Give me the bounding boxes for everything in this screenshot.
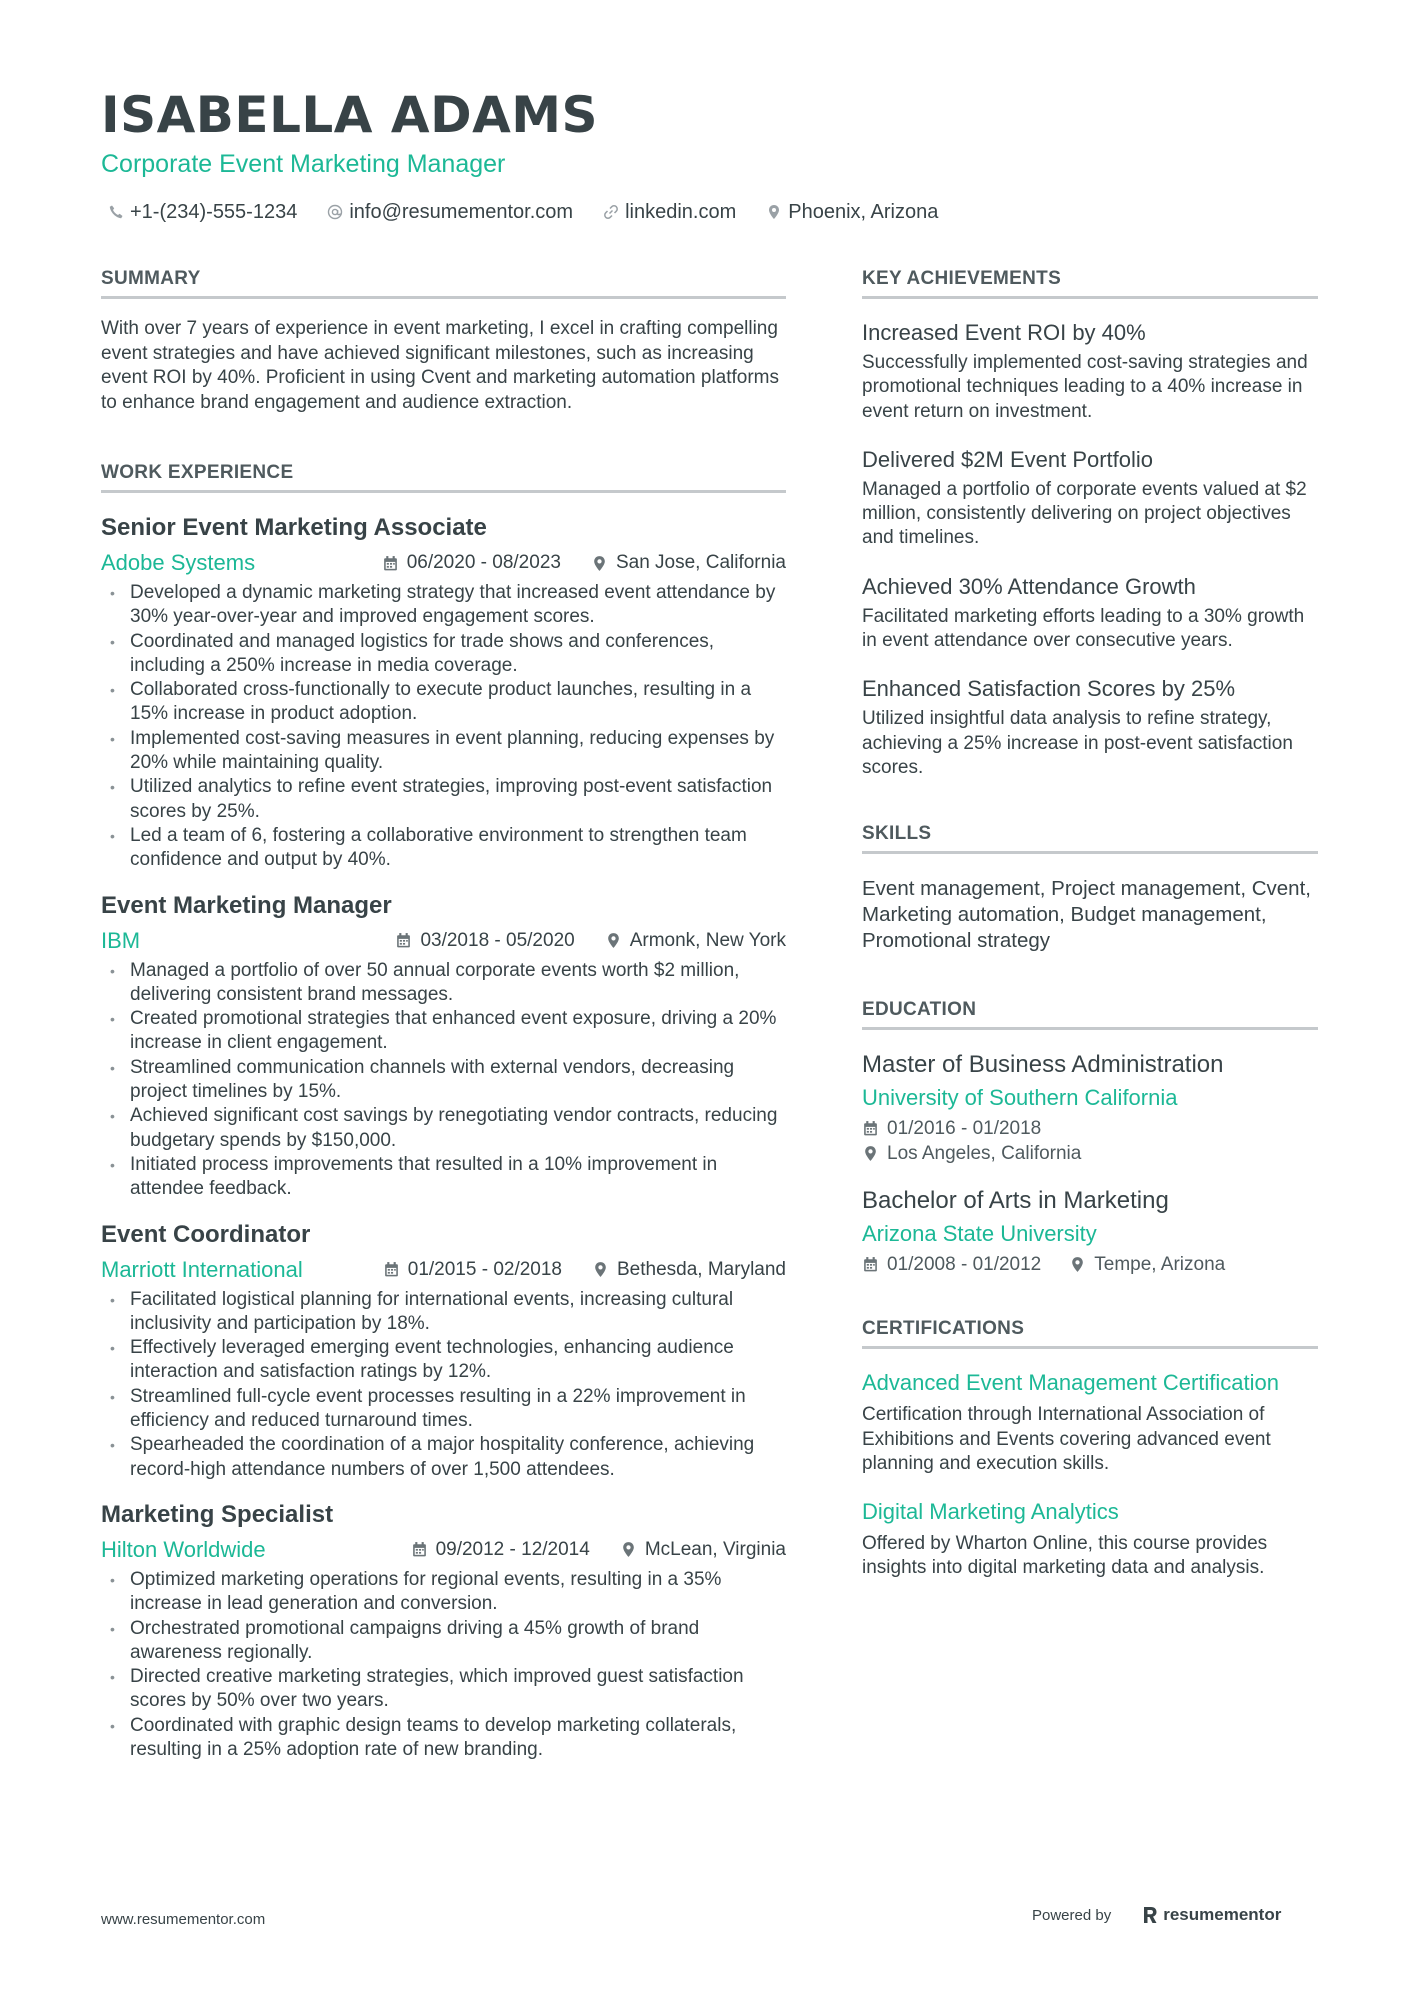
- certification-title: Digital Marketing Analytics: [862, 1499, 1119, 1525]
- phone-icon: [108, 204, 124, 220]
- job-bullet: • Achieved significant cost savings by renegotiating vendor contracts, reducing budgetary spends by $150,000.: [101, 1104, 786, 1153]
- job-bullet: • Streamlined communication channels with external vendors, decreasing project timelines by 15%.: [101, 1056, 786, 1105]
- job-meta: [101, 549, 786, 577]
- job-bullets: [101, 581, 786, 873]
- achievements-section: [862, 267, 1318, 780]
- calendar-icon: [382, 555, 399, 572]
- education-dates-text: 01/2016 - 01/2018: [887, 1118, 1042, 1140]
- link-icon: [603, 204, 619, 220]
- footer-website[interactable]: www.resumementor.com: [101, 1911, 266, 1928]
- education-degree: Master of Business Administration: [862, 1051, 1224, 1079]
- certification-desc: Certification through International Association of Exhibitions and Events covering advanced event planning and execution skills.: [862, 1404, 1271, 1474]
- skills-heading: SKILLS: [862, 822, 1318, 854]
- achievement-desc: Utilized insightful data analysis to refine strategy, achieving a 25% increase in post-event satisfaction scores.: [862, 708, 1293, 778]
- job-title: Event Marketing Manager: [101, 891, 392, 919]
- education-location-text: Tempe, Arizona: [1094, 1254, 1226, 1276]
- education-meta: [862, 1252, 1318, 1277]
- achievement-item: [862, 319, 1318, 424]
- job-dates-text: 03/2018 - 05/2020: [420, 929, 575, 951]
- calendar-icon: [395, 932, 412, 949]
- resumementor-logo-icon: [1141, 1905, 1159, 1925]
- job-entry: [101, 1220, 786, 1482]
- brand-name: resumementor: [1163, 1905, 1282, 1924]
- location-text: Phoenix, Arizona: [788, 200, 939, 223]
- job-location: [605, 930, 786, 952]
- email-text: info@resumementor.com: [349, 200, 574, 223]
- map-pin-icon: [591, 555, 608, 572]
- job-bullet: • Streamlined full-cycle event processes resulting in a 22% improvement in efficiency and reduced turnaround times.: [101, 1385, 786, 1434]
- job-company: IBM: [101, 927, 141, 953]
- job-company: Marriott International: [101, 1256, 303, 1282]
- job-location-text: Armonk, New York: [629, 929, 786, 951]
- summary-section: [101, 267, 786, 415]
- job-bullet: • Spearheaded the coordination of a major hospitality conference, achieving record-high attendance numbers of over 1,500 attendees.: [101, 1433, 786, 1482]
- contact-phone[interactable]: [108, 201, 297, 224]
- achievement-item: [862, 573, 1318, 654]
- experience-section: [101, 461, 786, 1762]
- achievement-desc: Successfully implemented cost-saving strategies and promotional techniques leading to a 40% increase in event return on investment.: [862, 352, 1308, 422]
- certification-desc: Offered by Wharton Online, this course provides insights into digital marketing data and analysis.: [862, 1533, 1268, 1579]
- job-dates-text: 06/2020 - 08/2023: [406, 552, 561, 573]
- education-degree: Bachelor of Arts in Marketing: [862, 1187, 1169, 1215]
- job-dates: [395, 930, 574, 952]
- achievement-title: Increased Event ROI by 40%: [862, 320, 1146, 345]
- job-dates-text: 09/2012 - 12/2014: [435, 1538, 590, 1560]
- job-bullet: • Created promotional strategies that enhanced event exposure, driving a 20% increase in client engagement.: [101, 1007, 786, 1056]
- calendar-icon: [862, 1120, 879, 1137]
- brand-logo[interactable]: [1141, 1905, 1281, 1925]
- job-dates: [411, 1539, 590, 1561]
- left-column: [101, 267, 786, 1780]
- job-bullet: • Led a team of 6, fostering a collaborative environment to strengthen team confidence and output by 40%.: [101, 824, 786, 873]
- job-bullet: • Coordinated and managed logistics for trade shows and conferences, including a 250% increase in media coverage.: [101, 630, 786, 679]
- job-location: [592, 1259, 786, 1281]
- right-column: [862, 267, 1318, 1603]
- linkedin-text: linkedin.com: [625, 200, 737, 223]
- job-bullet: • Orchestrated promotional campaigns driving a 45% growth of brand awareness regionally.: [101, 1617, 786, 1666]
- education-school: Arizona State University: [862, 1221, 1097, 1247]
- calendar-icon: [862, 1256, 879, 1273]
- achievements-heading: KEY ACHIEVEMENTS: [862, 267, 1318, 299]
- map-pin-icon: [862, 1145, 879, 1162]
- map-pin-icon: [605, 932, 622, 949]
- job-bullet: • Implemented cost-saving measures in event planning, reducing expenses by 20% while maintaining quality.: [101, 727, 786, 776]
- contact-linkedin[interactable]: [603, 201, 736, 224]
- job-dates: [382, 552, 561, 574]
- map-pin-icon: [766, 204, 782, 220]
- education-dates-text: 01/2008 - 01/2012: [887, 1254, 1042, 1276]
- certification-item: [862, 1498, 1318, 1581]
- job-bullet: • Managed a portfolio of over 50 annual corporate events worth $2 million, delivering consistent brand messages.: [101, 959, 786, 1008]
- job-bullets: [101, 1568, 786, 1762]
- certification-item: [862, 1369, 1318, 1476]
- job-bullet: • Effectively leveraged emerging event technologies, enhancing audience interaction and satisfaction ratings by 12%.: [101, 1336, 786, 1385]
- certification-title: Advanced Event Management Certification: [862, 1370, 1280, 1396]
- powered-by-label: Powered by: [1032, 1906, 1112, 1924]
- job-bullet: • Collaborated cross-functionally to execute product launches, resulting in a 15% increase in product adoption.: [101, 678, 786, 727]
- job-bullet: • Developed a dynamic marketing strategy that increased event attendance by 30% year-over-year and improved engagement scores.: [101, 581, 786, 630]
- contact-bar: [108, 197, 968, 227]
- education-section: [862, 998, 1318, 1277]
- job-bullet: • Coordinated with graphic design teams to develop marketing collaterals, resulting in a 25% adoption rate of new branding.: [101, 1714, 786, 1763]
- job-meta: [101, 927, 786, 955]
- job-bullet: • Optimized marketing operations for regional events, resulting in a 35% increase in lead generation and conversion.: [101, 1568, 786, 1617]
- map-pin-icon: [620, 1541, 637, 1558]
- job-entry: [101, 1500, 786, 1762]
- certifications-heading: CERTIFICATIONS: [862, 1317, 1318, 1349]
- contact-email[interactable]: [327, 201, 573, 224]
- education-location: [862, 1141, 1318, 1166]
- job-location-text: McLean, Virginia: [644, 1538, 786, 1560]
- job-company: Adobe Systems: [101, 550, 256, 575]
- achievement-desc: Managed a portfolio of corporate events valued at $2 million, consistently delivering on project objectives and timelines.: [862, 478, 1307, 549]
- job-bullets: [101, 959, 786, 1202]
- achievement-desc: Facilitated marketing efforts leading to a 30% growth in event attendance over consecutive years.: [862, 605, 1305, 652]
- summary-text: With over 7 years of experience in event marketing, I excel in crafting compelling event strategies and have achieved significant milestones, such as increasing event ROI by 40%. Proficient in using Cvent and marketing automation platforms to enhance brand engagement and audience extraction.: [101, 318, 780, 413]
- certifications-section: [862, 1317, 1318, 1580]
- experience-heading: WORK EXPERIENCE: [101, 461, 786, 493]
- contact-location: [766, 201, 938, 224]
- summary-heading: SUMMARY: [101, 267, 786, 299]
- job-location-text: Bethesda, Maryland: [617, 1258, 786, 1280]
- job-location-text: San Jose, California: [615, 552, 786, 573]
- footer-branding: [1032, 1905, 1281, 1925]
- job-bullet: • Utilized analytics to refine event strategies, improving post-event satisfaction scores by 25%.: [101, 775, 786, 824]
- job-bullets: [101, 1288, 786, 1482]
- job-meta: [101, 1256, 786, 1284]
- job-company: Hilton Worldwide: [101, 1536, 266, 1562]
- job-title: Marketing Specialist: [101, 1500, 334, 1528]
- job-bullet: • Initiated process improvements that resulted in a 10% improvement in attendee feedback.: [101, 1153, 786, 1202]
- job-location: [620, 1539, 786, 1561]
- job-dates-text: 01/2015 - 02/2018: [407, 1258, 562, 1280]
- job-entry: [101, 891, 786, 1202]
- job-title: Senior Event Marketing Associate: [101, 514, 487, 541]
- candidate-name: ISABELLA ADAMS: [101, 86, 599, 144]
- job-meta: [101, 1536, 786, 1564]
- job-dates: [383, 1259, 562, 1281]
- skills-text: Event management, Project management, Cvent, Marketing automation, Budget management, Promotional strategy: [862, 877, 1311, 953]
- job-bullet: • Facilitated logistical planning for international events, increasing cultural inclusivity and participation by 18%.: [101, 1288, 786, 1337]
- calendar-icon: [411, 1541, 428, 1558]
- achievement-item: [862, 675, 1318, 780]
- map-pin-icon: [592, 1261, 609, 1278]
- education-item: [862, 1050, 1318, 1166]
- calendar-icon: [383, 1261, 400, 1278]
- job-location: [591, 552, 786, 574]
- education-location-text: Los Angeles, California: [887, 1143, 1082, 1165]
- job-entry: [101, 513, 786, 873]
- education-school: University of Southern California: [862, 1085, 1178, 1111]
- achievement-title: Achieved 30% Attendance Growth: [862, 573, 1196, 599]
- job-title: Event Coordinator: [101, 1220, 311, 1248]
- candidate-title: Corporate Event Marketing Manager: [101, 150, 506, 178]
- job-bullet: • Directed creative marketing strategies, which improved guest satisfaction scores by 50% over two years.: [101, 1665, 786, 1714]
- achievement-title: Enhanced Satisfaction Scores by 25%: [862, 676, 1236, 702]
- education-item: [862, 1186, 1318, 1277]
- achievement-item: [862, 446, 1318, 551]
- phone-text: +1-(234)-555-1234: [130, 200, 298, 223]
- achievement-title: Delivered $2M Event Portfolio: [862, 446, 1154, 472]
- education-heading: EDUCATION: [862, 998, 1318, 1030]
- education-dates: [862, 1116, 1318, 1141]
- map-pin-icon: [1069, 1256, 1086, 1273]
- skills-section: [862, 822, 1318, 954]
- at-icon: [327, 204, 343, 220]
